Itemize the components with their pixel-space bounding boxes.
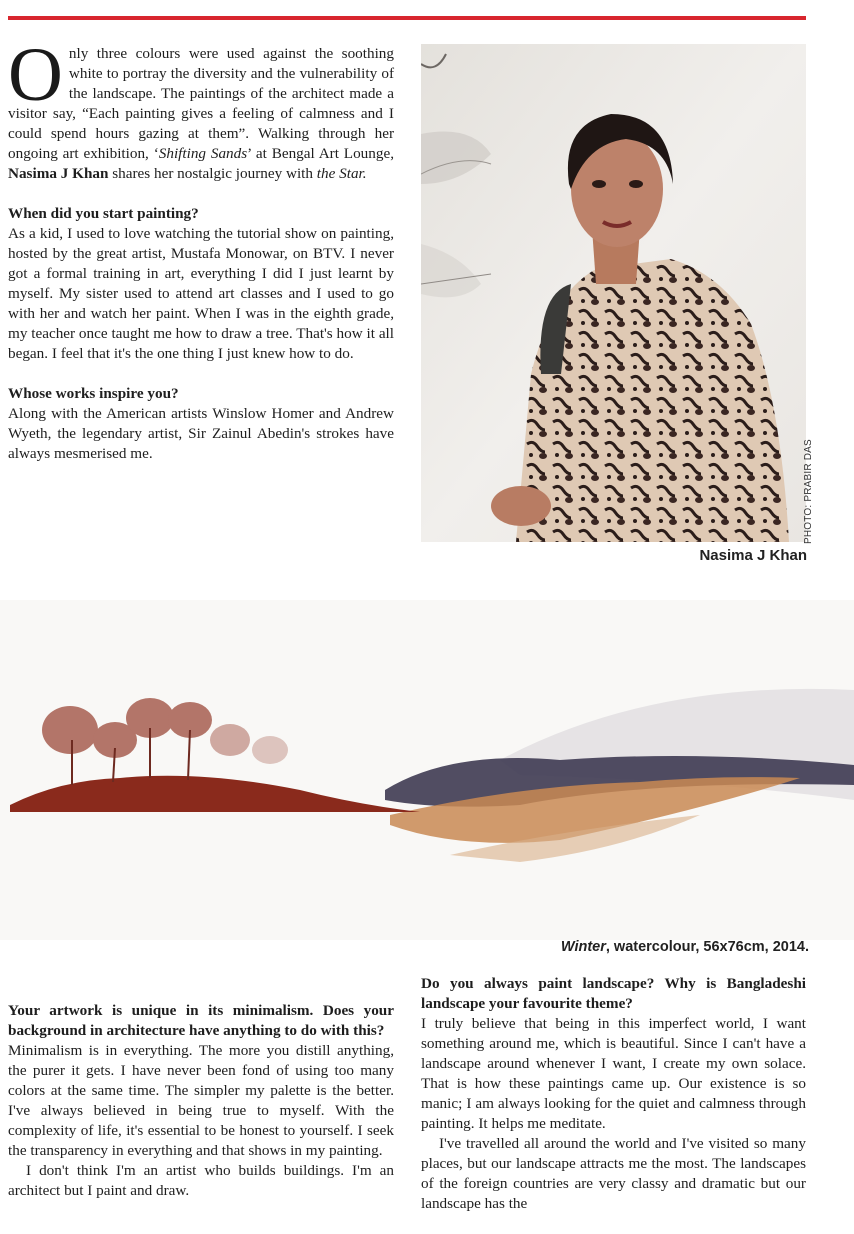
left-column-bottom: [8, 1001, 394, 1201]
painting-details: , watercolour, 56x76cm, 2014.: [605, 939, 809, 955]
portrait-photo: [421, 44, 806, 542]
answer-paragraph: I truly believe that being in this imperfect world, I want something around me, which is beautiful. Since I can't have a landscape around whenever I want, I create my own solace. That is how these paintings came up. Our existence is so manic; I am always looking for the quiet and calmness through painting. It helps me meditate.: [421, 1015, 806, 1132]
photo-caption: Nasima J Khan: [699, 547, 807, 564]
intro-column: [8, 33, 394, 464]
right-column-bottom: [421, 974, 806, 1214]
drop-cap: O: [8, 33, 63, 117]
answer-paragraph: As a kid, I used to love watching the tutorial show on painting, hosted by the great artist, Mustafa Monowar, on BTV. I never got a formal training in art, everything I did I just learnt by myself. My sister used to attend art classes and I used to go with her and watch her paint. When I was in the eighth grade, my teacher once taught me how to draw a tree. That's how it all began. I feel that it's the one thing I just knew how to do.: [8, 225, 394, 362]
answer-paragraph: Along with the American artists Winslow Homer and Andrew Wyeth, the legendary artist, Sir Zainul Abedin's strokes have always mesmerised me.: [8, 405, 394, 462]
question-heading: Your artwork is unique in its minimalism. Does your background in architecture have anything to do with this?: [8, 1002, 394, 1039]
exhibition-title: Shifting Sands: [158, 145, 248, 162]
question-heading: Whose works inspire you?: [8, 385, 179, 402]
answer-paragraph: Minimalism is in everything. The more you distill anything, the purer it gets. I have never been fond of using too many colors at the same time. The simpler my palette is the better. I've always believed in being true to myself. With the complexity of life, it's essential to be honest to yourself. I seek the transparency in everything and that shows in my painting.: [8, 1042, 394, 1159]
top-red-rule: [8, 16, 806, 20]
answer-paragraph: I've travelled all around the world and I've visited so many places, but our landscape attracts me the most. The landscapes of the foreign countries are very classy and dramatic but our landscape has the: [421, 1135, 806, 1212]
question-heading: When did you start painting?: [8, 205, 199, 222]
answer-paragraph: I don't think I'm an artist who builds buildings. I'm an architect but I paint and draw.: [8, 1162, 394, 1199]
photo-credit: PHOTO: PRABIR DAS: [803, 439, 814, 544]
painting-title: Winter: [560, 939, 606, 955]
artist-name: Nasima J Khan: [8, 165, 109, 182]
publication-name: the Star.: [316, 165, 367, 182]
question-heading: Do you always paint landscape? Why is Bangladeshi landscape your favourite theme?: [421, 975, 806, 1012]
painting-caption: [561, 939, 809, 955]
landscape-painting: [0, 600, 854, 940]
intro-paragraph: Only three colours were used against the soothing white to portray the diversity and the vulnerability of the landscape. The paintings of the architect made a visitor say, “Each painting gives a feeling of calmness and I could spend hours gazing at them”. Walking through her ongoing art exhibition, ‘Shifting Sands’ at Bengal Art Lounge, Nasima J Khan shares her nostalgic journey with the Star.: [8, 33, 394, 182]
